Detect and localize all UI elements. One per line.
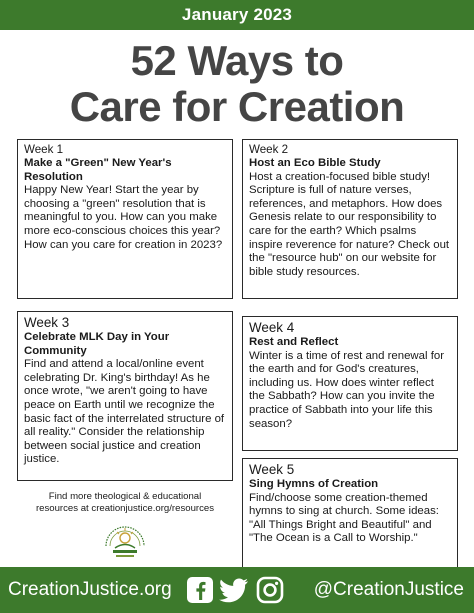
week-4-card xyxy=(242,316,458,451)
footer-bar xyxy=(0,567,474,613)
resources-link[interactable]: resources at creationjustice.org/resources xyxy=(35,503,215,514)
week-body: Happy New Year! Start the year by choosing a "green" resolution that is meaningful to you. How can you make more eco-conscious choices this year? How can you care for creation in 2023? xyxy=(24,184,223,251)
week-heading: Sing Hymns of Creation xyxy=(249,478,379,490)
social-handle[interactable]: @CreationJustice xyxy=(313,579,464,600)
week-body: Host a creation-focused bible study! Scripture is full of nature verses, references, and metaphors. How does Genesis relate to our responsibility to care for the earth? Which psalms inspire reverence for nature? Check out the "resource hub" on our website for bible study resources. xyxy=(249,170,450,278)
week-2-card xyxy=(242,139,458,299)
facebook-icon[interactable] xyxy=(186,576,214,604)
week-label: Week 3 xyxy=(24,315,70,330)
week-heading: Celebrate MLK Day in Your Community xyxy=(24,331,170,357)
week-1-card xyxy=(17,139,233,299)
logo-seal-icon xyxy=(100,522,150,562)
week-label: Week 4 xyxy=(249,320,295,335)
week-body: Find/choose some creation-themed hymns to sing at church. Some ideas: "All Things Bright and Beautiful" and "The Ocean is a Call to Worship." xyxy=(249,491,439,545)
week-label: Week 2 xyxy=(249,143,289,156)
resources-line-1: Find more theological & educational xyxy=(48,491,202,502)
week-heading: Rest and Reflect xyxy=(249,336,339,348)
date-banner xyxy=(0,0,474,30)
resources-note xyxy=(17,491,233,515)
title-line-2: Care for Creation xyxy=(69,83,405,130)
website-link[interactable]: CreationJustice.org xyxy=(8,579,172,600)
twitter-icon[interactable] xyxy=(218,576,250,604)
week-label: Week 5 xyxy=(249,462,295,477)
week-3-card xyxy=(17,311,233,481)
week-label: Week 1 xyxy=(24,143,64,156)
title-line-1: 52 Ways to xyxy=(130,37,344,84)
week-heading: Make a "Green" New Year's Resolution xyxy=(24,157,172,183)
date-label: January 2023 xyxy=(181,5,293,24)
week-body: Find and attend a local/online event celebrating Dr. King's birthday! As he once wrote, "we aren't going to have peace on Earth until we recognize the basic fact of the interrelated structure of all reality." Consider the relationship between social justice and creation justice. xyxy=(24,358,225,466)
page-title xyxy=(0,38,474,130)
week-heading: Host an Eco Bible Study xyxy=(249,157,381,169)
instagram-icon[interactable] xyxy=(256,576,284,604)
week-body: Winter is a time of rest and renewal for the earth and for God's creatures, including us. How does winter reflect the Sabbath? How can you invite the practice of Sabbath into your life this season? xyxy=(249,349,444,430)
